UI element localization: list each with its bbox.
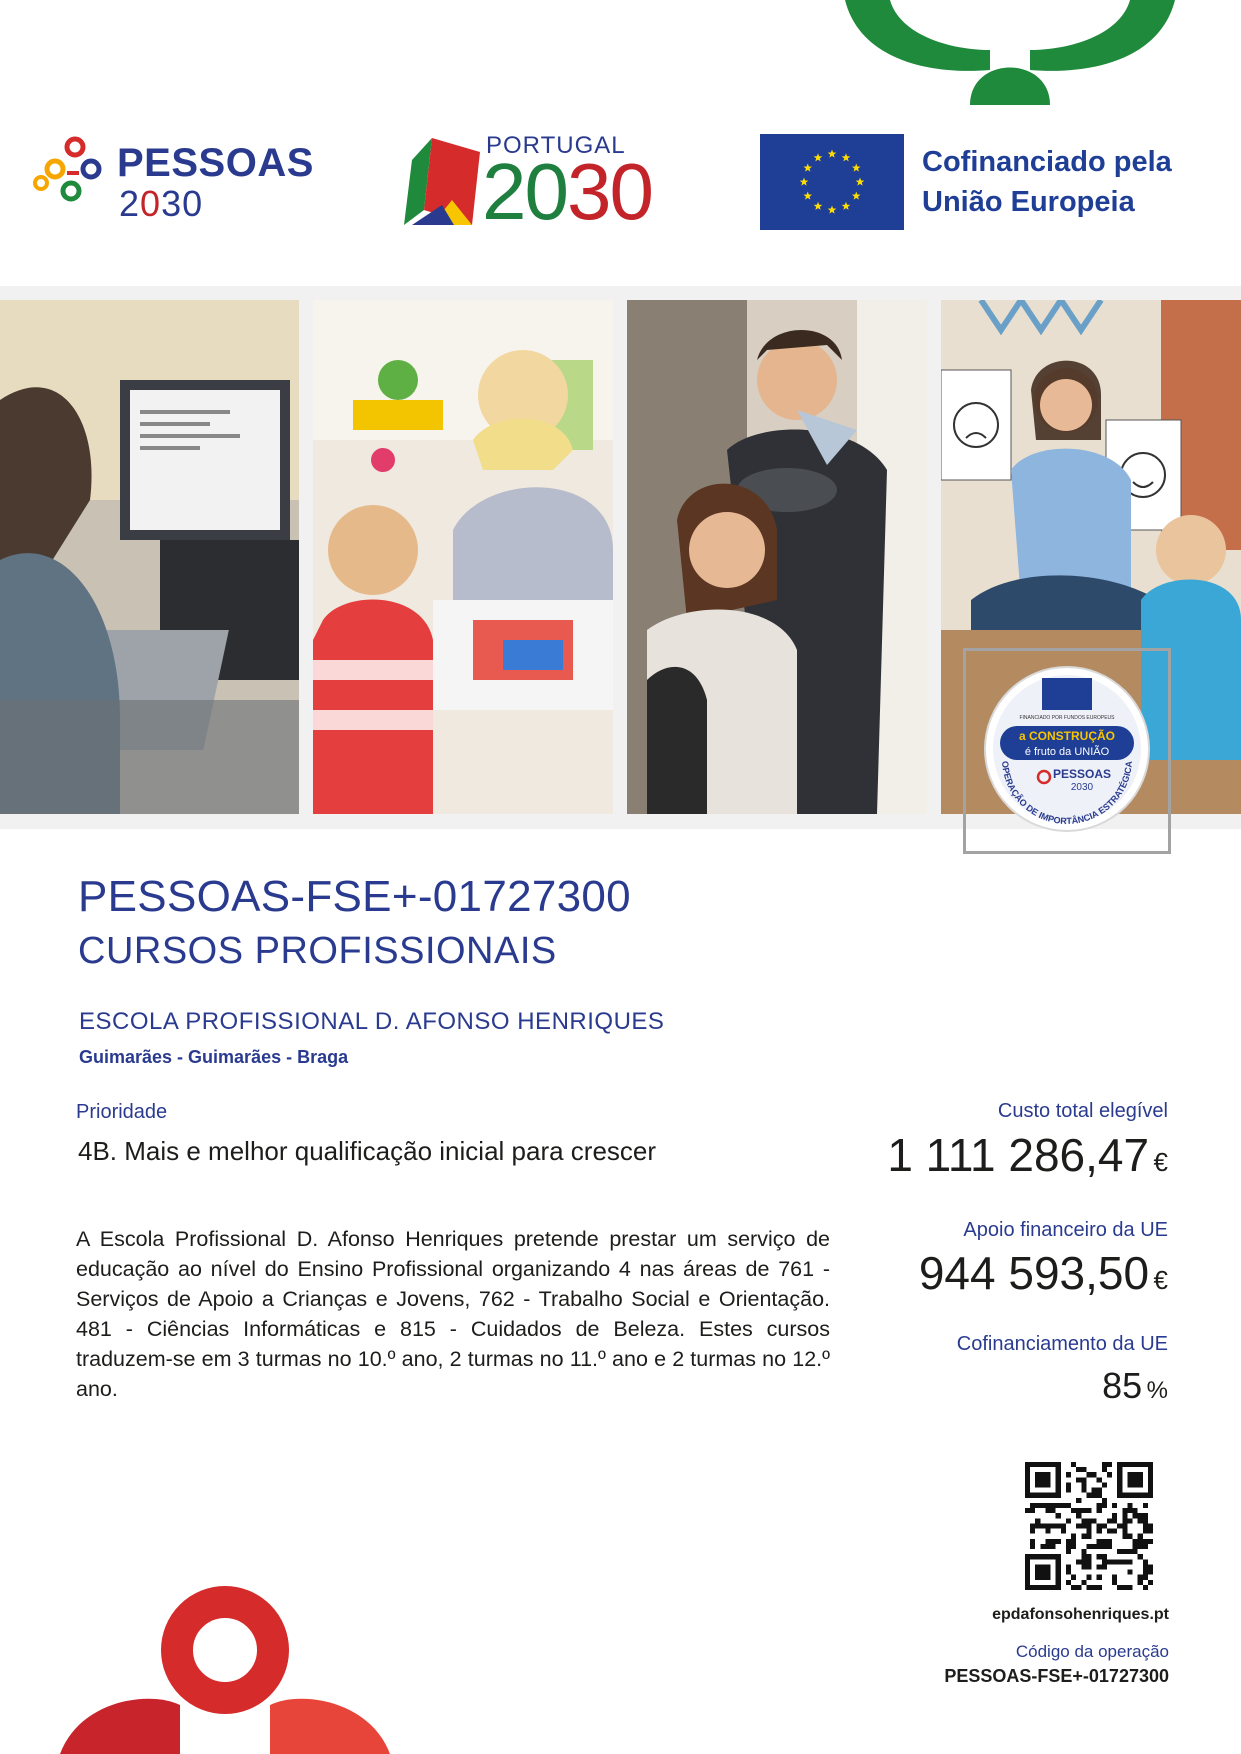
badge-eu-flag-icon [1042,678,1092,710]
website-link[interactable]: epdafonsohenriques.pt [992,1606,1169,1623]
qr-code-icon [1025,1462,1153,1590]
project-description: A Escola Profissional D. Afonso Henriques pretende prestar um serviço de educação ao nível do Ensino Profissional organizando 4 nas áreas de 761 - Serviços de Apoio a Crianças e Jovens, 762 - Trabalho Social e Orientação. 481 - Ciências Informáticas e 815 - Cuidados de Beleza. Estes cursos traduzem-se em 3 turmas no 10.º ano, 2 turmas no 11.º ano e 2 turmas no 12.º ano. [76,1227,830,1401]
course-title: CURSOS PROFISSIONAIS [78,930,557,972]
portugal-flag-emblem-icon [402,130,482,230]
portugal-logo-year: 2030 [482,147,652,236]
school-name: ESCOLA PROFISSIONAL D. AFONSO HENRIQUES [79,1008,665,1035]
eu-cofinanced-text [922,142,1172,222]
photo-hairdresser [627,300,927,814]
eu-text-line2: União Europeia [922,186,1135,218]
badge-line1: a CONSTRUÇÃO [1018,729,1116,743]
priority-label: Prioridade [76,1101,168,1123]
eu-support-amount: 944 593,50 [918,1247,1150,1299]
decorative-red-shape [60,1580,400,1754]
total-cost-amount: 1 111 286,47 [887,1129,1150,1181]
strategic-operation-badge [982,664,1152,834]
total-cost-value [887,1128,1168,1182]
badge-program: PESSOAS [1052,767,1112,781]
decorative-green-shape [840,0,1180,105]
operation-code-footer: PESSOAS-FSE+-01727300 [944,1666,1169,1686]
school-location: Guimarães - Guimarães - Braga [79,1047,349,1067]
eu-support-value [919,1246,1168,1300]
photo-teacher-child [313,300,613,814]
eu-flag-icon [760,134,904,230]
total-cost-label: Custo total elegível [997,1100,1168,1122]
eu-support-label: Apoio financeiro da UE [963,1219,1168,1241]
pessoas-logo-year: 2030 [119,183,204,224]
pessoas-2030-logo [33,133,323,223]
portugal-logo-word: PORTUGAL [486,132,626,159]
eu-cofinancing-unit: % [1146,1377,1168,1404]
pessoas-logo-word: PESSOAS [117,141,314,185]
badge-eu-text: FINANCIADO POR FUNDOS EUROPEUS [1019,715,1115,721]
eu-cofinancing-value [1102,1365,1168,1407]
eu-text-line1: Cofinanciado pela [922,146,1172,178]
eu-cofinancing-amount: 85 [1102,1365,1143,1406]
portugal-2030-logo [402,130,672,235]
badge-ring-text: OPERAÇÃO DE IMPORTÂNCIA ESTRATÉGICA [999,760,1135,827]
eu-support-unit: € [1153,1265,1168,1295]
badge-year: 2030 [1070,782,1094,793]
photo-programmer [0,300,299,814]
total-cost-unit: € [1153,1147,1168,1177]
badge-line2: é fruto da UNIÃO [1024,746,1110,758]
pessoas-emblem-icon [33,133,113,213]
eu-cofinancing-label: Cofinanciamento da UE [956,1333,1168,1355]
operation-code-title: PESSOAS-FSE+-01727300 [78,872,631,921]
operation-code-label: Código da operação [1015,1642,1169,1661]
priority-text: 4B. Mais e melhor qualificação inicial para crescer [78,1136,657,1166]
